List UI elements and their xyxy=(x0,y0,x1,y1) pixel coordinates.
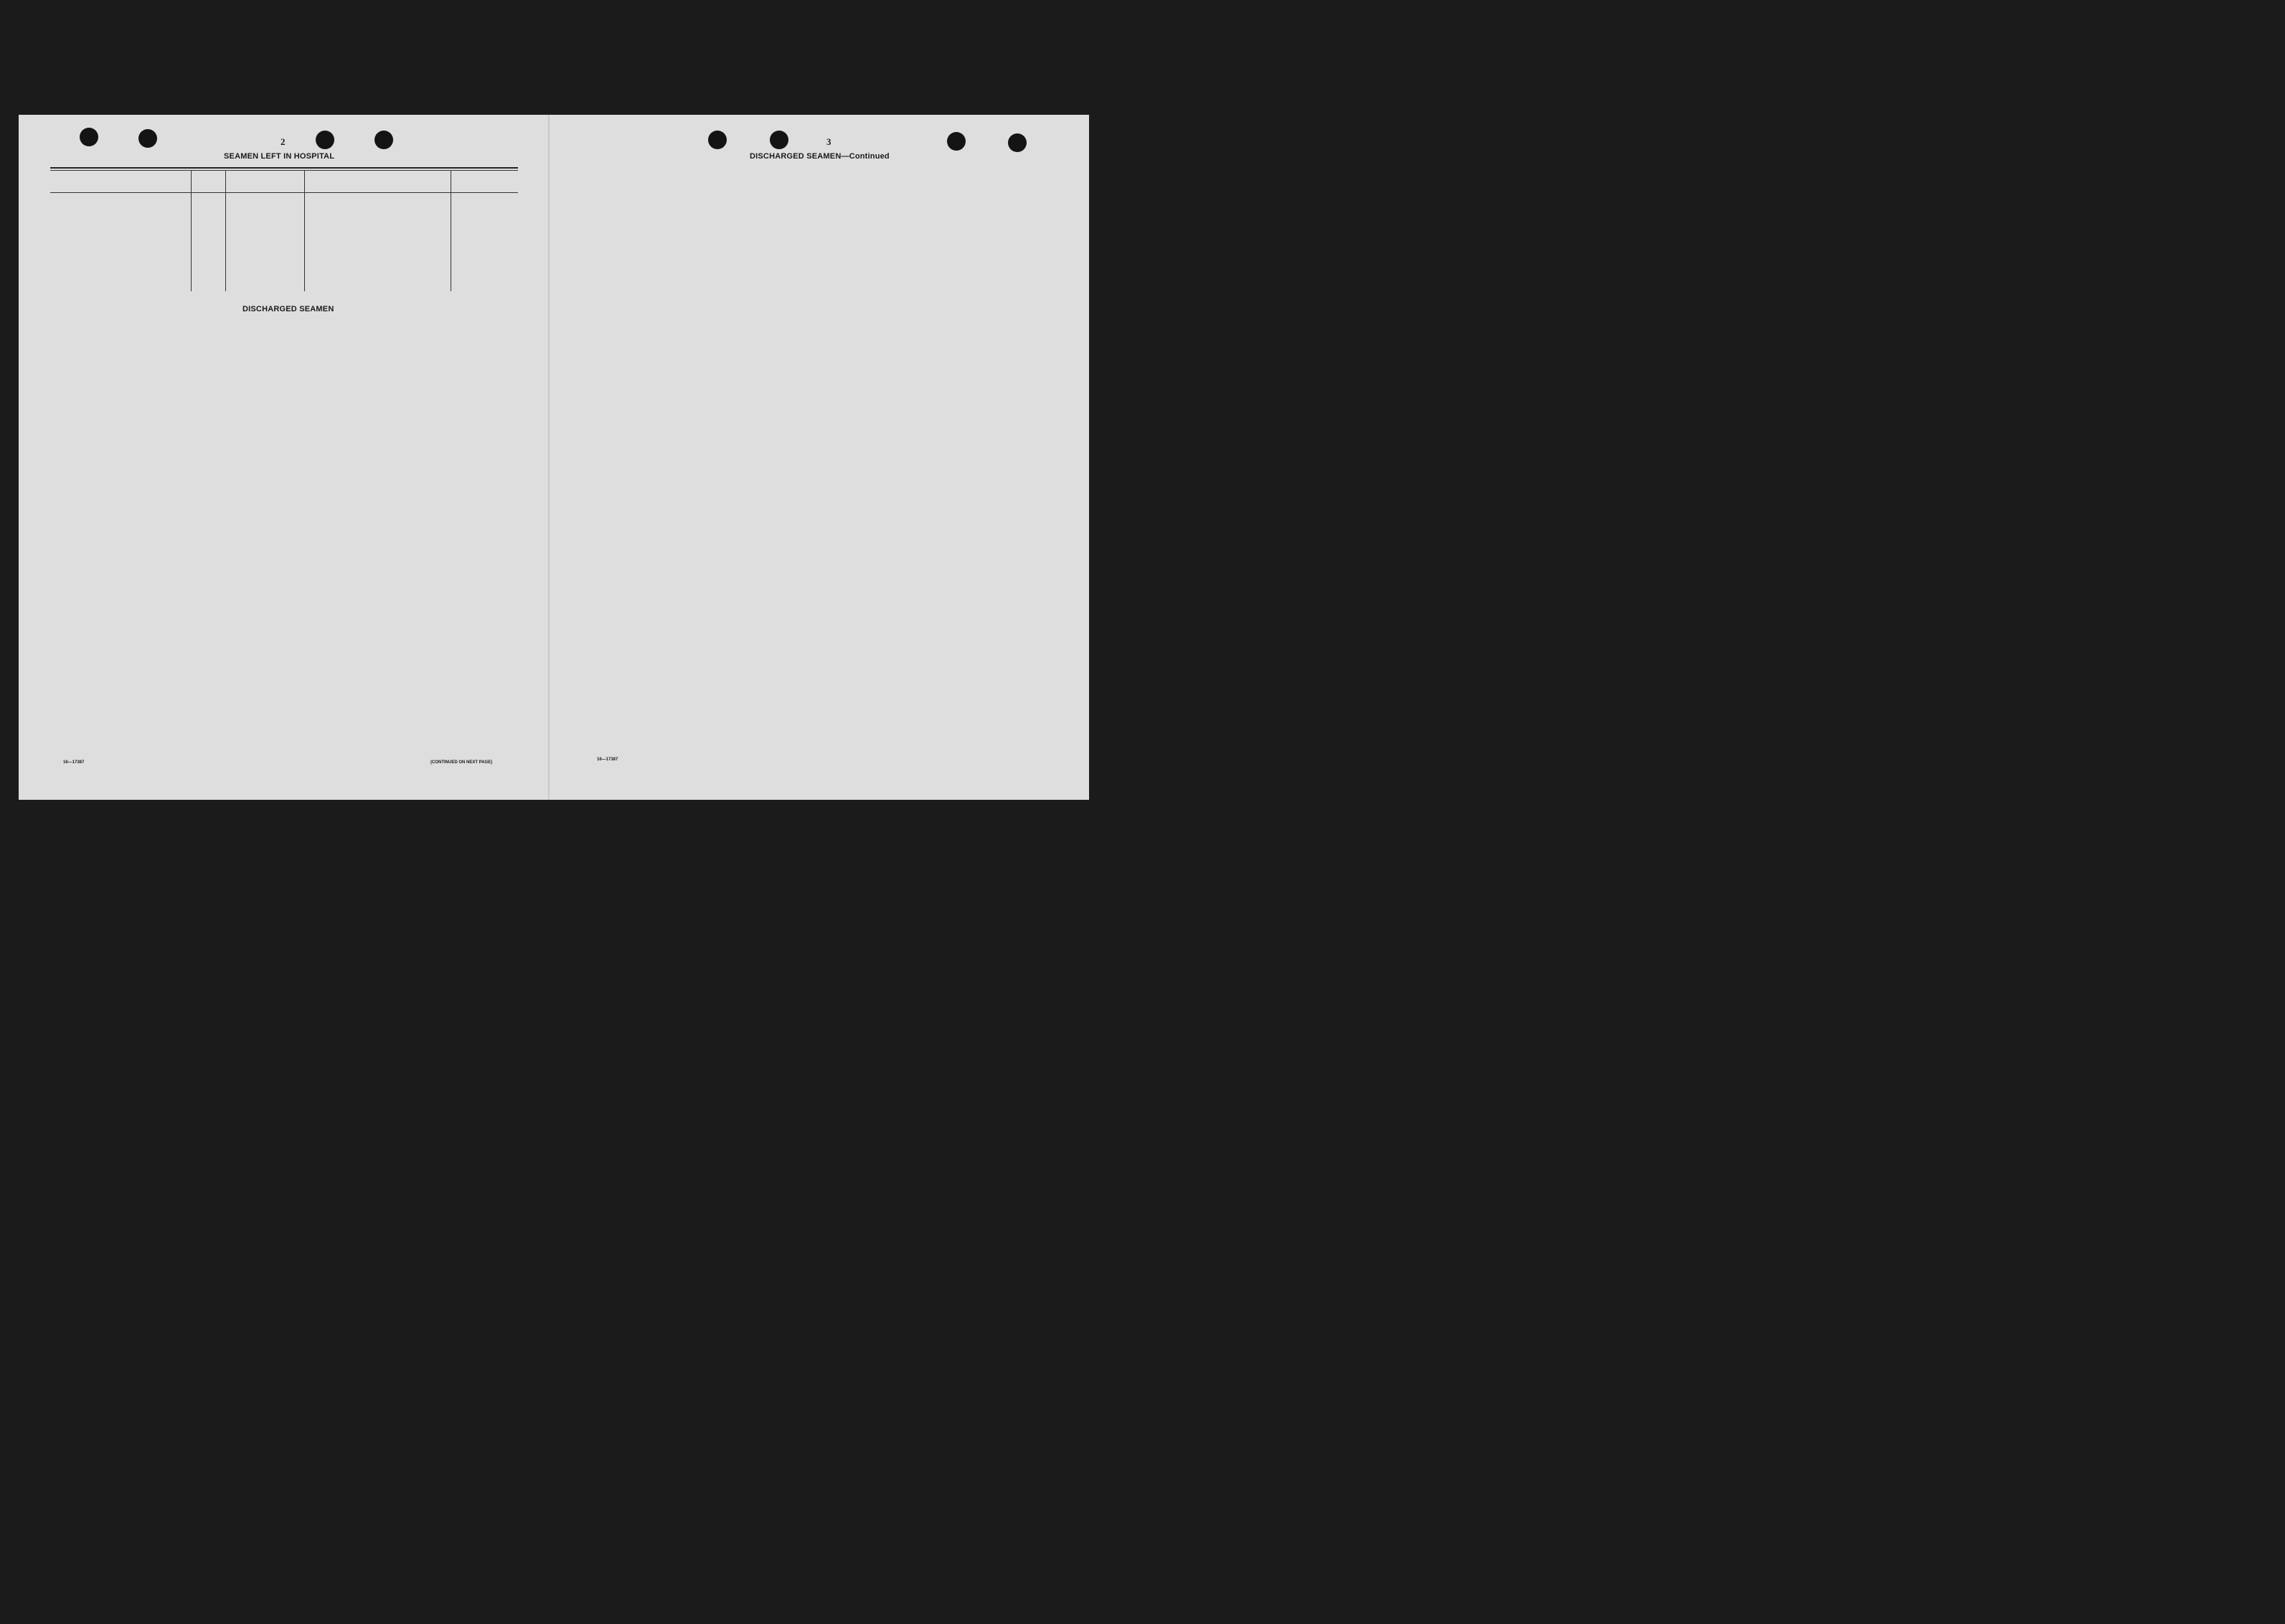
page-fold xyxy=(548,115,550,800)
continued-title-suffix: —Continued xyxy=(841,152,890,161)
discharged-section-title: DISCHARGED SEAMEN xyxy=(242,305,334,313)
punch-hole xyxy=(374,131,393,149)
document-sheet xyxy=(19,115,1089,800)
continued-note: (CONTINUED ON NEXT PAGE) xyxy=(430,760,493,765)
column-divider xyxy=(304,170,305,291)
table-top-rule xyxy=(50,170,518,171)
column-divider xyxy=(225,170,226,291)
punch-hole xyxy=(1008,133,1027,152)
continued-section-title xyxy=(750,152,890,161)
page-number: 3 xyxy=(826,136,831,147)
punch-hole xyxy=(770,131,788,149)
form-number: 16—17387 xyxy=(63,760,85,765)
punch-hole xyxy=(138,129,157,148)
punch-hole xyxy=(708,131,727,149)
punch-hole xyxy=(80,128,98,146)
form-number: 16—17387 xyxy=(597,757,618,762)
punch-hole xyxy=(947,132,966,151)
hospital-section-title: SEAMEN LEFT IN HOSPITAL xyxy=(224,152,335,161)
continued-title-main: DISCHARGED SEAMEN xyxy=(750,152,842,161)
column-divider xyxy=(191,170,192,291)
header-rule xyxy=(50,192,518,193)
punch-hole xyxy=(316,131,334,149)
page-number: 2 xyxy=(281,136,286,147)
table-top-rule xyxy=(50,167,518,169)
